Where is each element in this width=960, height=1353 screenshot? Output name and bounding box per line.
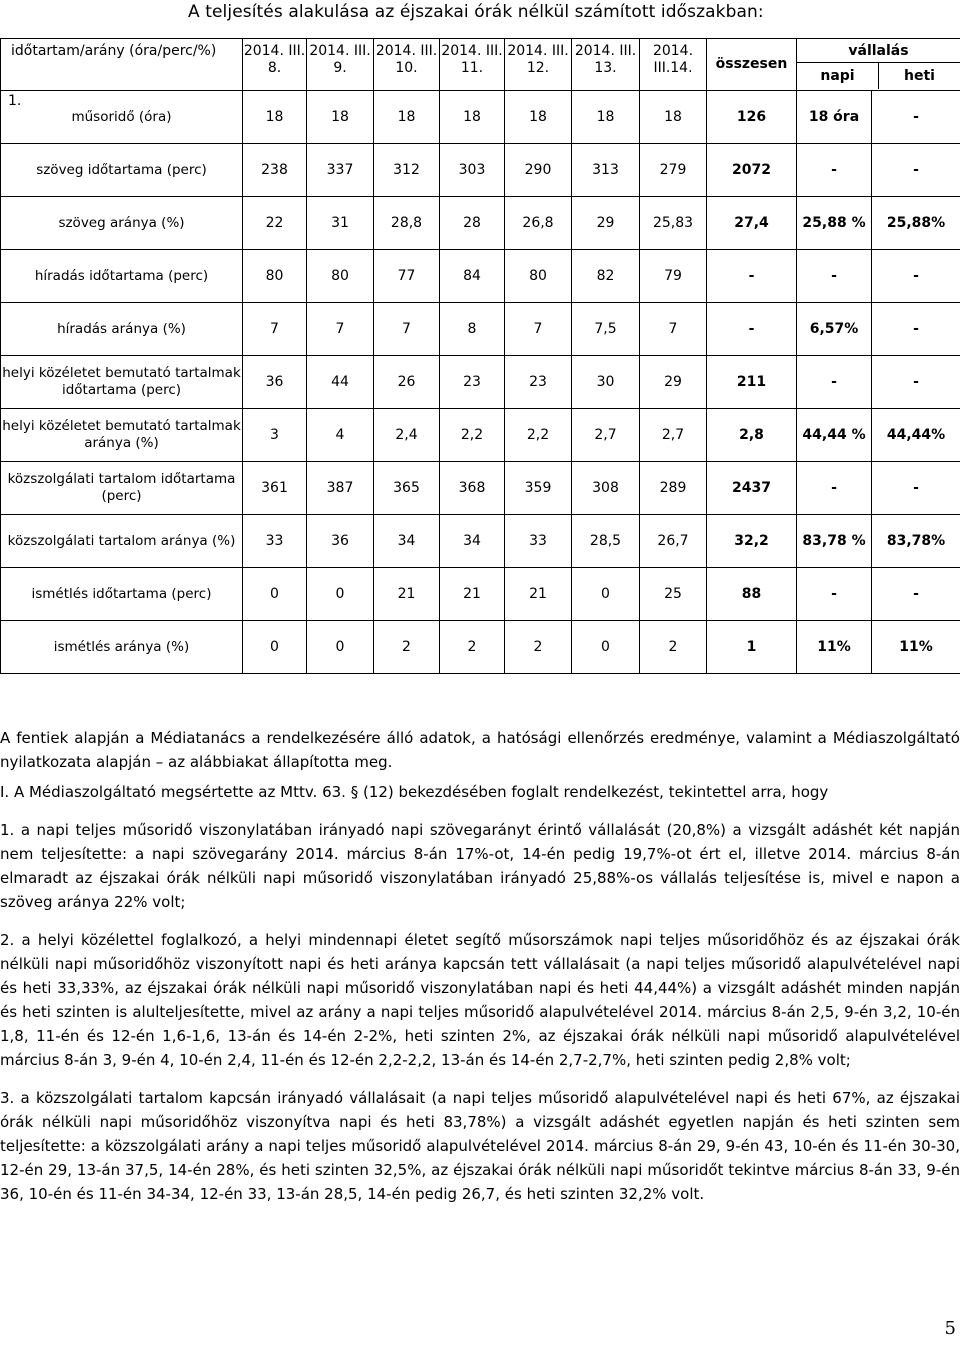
- commitment-label: vállalás: [797, 40, 960, 63]
- value-cell: 28,5: [572, 515, 640, 568]
- results-table: [0, 38, 960, 674]
- value-cell: 3: [243, 409, 307, 462]
- daily-cell: -: [797, 568, 872, 621]
- row-label: ismétlés időtartama (perc): [1, 568, 243, 621]
- paragraph: A fentiek alapján a Médiatanács a rendelkezésére álló adatok, a hatósági ellenőrzés eredménye, valamint a Médiaszolgáltató nyilatkozata alapján – az alábbiakat állapította meg.: [0, 729, 960, 771]
- value-cell: 18: [572, 91, 640, 144]
- value-cell: 2: [374, 621, 440, 674]
- daily-cell: -: [797, 250, 872, 303]
- total-cell: 2072: [707, 144, 797, 197]
- value-cell: 7,5: [572, 303, 640, 356]
- value-cell: 7: [243, 303, 307, 356]
- value-cell: 29: [572, 197, 640, 250]
- value-cell: 7: [640, 303, 707, 356]
- value-cell: 7: [307, 303, 374, 356]
- value-cell: 368: [440, 462, 505, 515]
- table-row: [1, 144, 960, 197]
- total-cell: -: [707, 303, 797, 356]
- total-cell: 211: [707, 356, 797, 409]
- value-cell: 2,2: [505, 409, 572, 462]
- row-label: híradás időtartama (perc): [1, 250, 243, 303]
- table-row: [1, 303, 960, 356]
- row-label: közszolgálati tartalom aránya (%): [1, 515, 243, 568]
- weekly-cell: 11%: [872, 621, 960, 674]
- value-cell: 2,2: [440, 409, 505, 462]
- table-row: [1, 462, 960, 515]
- weekly-label: heti: [904, 67, 935, 84]
- value-cell: 290: [505, 144, 572, 197]
- date-header: 2014. III. 8.: [243, 39, 307, 91]
- daily-cell: -: [797, 356, 872, 409]
- commitment-header: [797, 39, 960, 91]
- row-label: szöveg aránya (%): [1, 197, 243, 250]
- value-cell: 80: [307, 250, 374, 303]
- value-cell: 8: [440, 303, 505, 356]
- value-cell: 28: [440, 197, 505, 250]
- value-cell: 80: [505, 250, 572, 303]
- daily-cell: -: [797, 462, 872, 515]
- value-cell: 36: [243, 356, 307, 409]
- value-cell: 18: [374, 91, 440, 144]
- date-header: 2014. III. 13.: [572, 39, 640, 91]
- row-label: ismétlés aránya (%): [1, 621, 243, 674]
- value-cell: 2,7: [572, 409, 640, 462]
- paragraph: I. A Médiaszolgáltató megsértette az Mttv. 63. § (12) bekezdésében foglalt rendelkezést, tekintettel arra, hogy: [0, 783, 829, 801]
- value-cell: 0: [572, 568, 640, 621]
- date-header: 2014. III.14.: [640, 39, 707, 91]
- value-cell: 18: [307, 91, 374, 144]
- body-text: [0, 726, 960, 1212]
- row-label: szöveg időtartama (perc): [1, 144, 243, 197]
- value-cell: 80: [243, 250, 307, 303]
- table-header-row: [1, 39, 960, 91]
- weekly-cell: 44,44%: [872, 409, 960, 462]
- weekly-cell: -: [872, 356, 960, 409]
- value-cell: 18: [440, 91, 505, 144]
- value-cell: 313: [572, 144, 640, 197]
- total-cell: 2437: [707, 462, 797, 515]
- value-cell: 359: [505, 462, 572, 515]
- daily-cell: 83,78 %: [797, 515, 872, 568]
- total-cell: 88: [707, 568, 797, 621]
- value-cell: 0: [572, 621, 640, 674]
- paragraph: 1. a napi teljes műsoridő viszonylatában irányadó napi szövegarányt érintő vállalását (20,8%) a vizsgált adáshét két napján nem teljesítette: a napi szövegarány 2014. március 8-án 17%-ot, 14-én pedig 19,7%-ot ért el, illetve 2014. március 8-án elmaradt az éjszakai órák nélküli napi műsoridő viszonylatában irányadó 25,88%-os vállalás teljesítése is, mivel e napon a szöveg aránya 22% volt;: [0, 821, 960, 911]
- value-cell: 77: [374, 250, 440, 303]
- value-cell: 303: [440, 144, 505, 197]
- value-cell: 289: [640, 462, 707, 515]
- weekly-cell: -: [872, 462, 960, 515]
- value-cell: 34: [374, 515, 440, 568]
- value-cell: 30: [572, 356, 640, 409]
- table-row: [1, 197, 960, 250]
- value-cell: 387: [307, 462, 374, 515]
- value-cell: 2: [640, 621, 707, 674]
- value-cell: 25,83: [640, 197, 707, 250]
- daily-cell: 6,57%: [797, 303, 872, 356]
- weekly-cell: -: [872, 303, 960, 356]
- value-cell: 4: [307, 409, 374, 462]
- section-title: A teljesítés alakulása az éjszakai órák nélkül számított időszakban:: [188, 2, 764, 22]
- value-cell: 2,7: [640, 409, 707, 462]
- row-label: közszolgálati tartalom időtartama (perc): [1, 462, 243, 515]
- weekly-cell: -: [872, 91, 960, 144]
- table-row: [1, 515, 960, 568]
- daily-label: napi: [797, 63, 879, 90]
- table-row: [1, 250, 960, 303]
- value-cell: 337: [307, 144, 374, 197]
- row-label: helyi közéletet bemutató tartalmak időtartama (perc): [1, 356, 243, 409]
- value-cell: 279: [640, 144, 707, 197]
- daily-cell: -: [797, 144, 872, 197]
- value-cell: 21: [440, 568, 505, 621]
- total-cell: 1: [707, 621, 797, 674]
- header-first-cell: [1, 39, 243, 91]
- value-cell: 0: [307, 621, 374, 674]
- value-cell: 7: [505, 303, 572, 356]
- date-header: 2014. III. 10.: [374, 39, 440, 91]
- value-cell: 33: [505, 515, 572, 568]
- date-header: 2014. III. 9.: [307, 39, 374, 91]
- table-row: [1, 356, 960, 409]
- value-cell: 23: [440, 356, 505, 409]
- weekly-cell: 25,88%: [872, 197, 960, 250]
- value-cell: 18: [505, 91, 572, 144]
- row-label: műsoridő (óra): [1, 91, 243, 144]
- total-cell: 27,4: [707, 197, 797, 250]
- value-cell: 21: [505, 568, 572, 621]
- weekly-cell: -: [872, 250, 960, 303]
- value-cell: 0: [243, 568, 307, 621]
- date-header: 2014. III. 11.: [440, 39, 505, 91]
- total-cell: 2,8: [707, 409, 797, 462]
- table-row: [1, 621, 960, 674]
- value-cell: 361: [243, 462, 307, 515]
- table-row: [1, 409, 960, 462]
- row-label: híradás aránya (%): [1, 303, 243, 356]
- value-cell: 31: [307, 197, 374, 250]
- value-cell: 26: [374, 356, 440, 409]
- row-number: 1.: [8, 93, 22, 109]
- value-cell: 308: [572, 462, 640, 515]
- table-row: [1, 91, 960, 144]
- value-cell: 22: [243, 197, 307, 250]
- page-number: 5: [944, 1318, 956, 1339]
- value-cell: 36: [307, 515, 374, 568]
- value-cell: 84: [440, 250, 505, 303]
- value-cell: 26,8: [505, 197, 572, 250]
- value-cell: 238: [243, 144, 307, 197]
- value-cell: 44: [307, 356, 374, 409]
- daily-cell: 44,44 %: [797, 409, 872, 462]
- paragraph: 3. a közszolgálati tartalom kapcsán irányadó vállalásait (a napi teljes műsoridő alapulvételével napi és heti 67%, az éjszakai órák nélküli napi műsoridőhöz viszonyítva napi és heti 83,78%) a vizsgált adáshét egyetlen napján és heti szinten sem teljesítette: a közszolgálati arány a napi teljes műsoridő alapulvételével 2014. március 8-án 29, 9-én 43, 10-én és 11-én 30-30, 12-én 29, 13-án 37,5, 14-én 28%, és heti szinten 32,5%, az éjszakai órák nélküli napi műsoridőt tekintve március 8-án 33, 9-én 36, 10-én és 11-én 34-34, 12-én 33, 13-án 28,5, 14-én pedig 26,7, és heti szinten 32,2% volt.: [0, 1089, 960, 1203]
- value-cell: 29: [640, 356, 707, 409]
- value-cell: 7: [374, 303, 440, 356]
- value-cell: 79: [640, 250, 707, 303]
- value-cell: 18: [640, 91, 707, 144]
- row-label: helyi közéletet bemutató tartalmak aránya (%): [1, 409, 243, 462]
- value-cell: 2,4: [374, 409, 440, 462]
- value-cell: 2: [440, 621, 505, 674]
- total-cell: -: [707, 250, 797, 303]
- value-cell: 0: [243, 621, 307, 674]
- total-header: összesen: [707, 39, 797, 91]
- weekly-cell: -: [872, 568, 960, 621]
- daily-cell: 25,88 %: [797, 197, 872, 250]
- daily-cell: 11%: [797, 621, 872, 674]
- value-cell: 312: [374, 144, 440, 197]
- value-cell: 365: [374, 462, 440, 515]
- date-header: 2014. III. 12.: [505, 39, 572, 91]
- value-cell: 2: [505, 621, 572, 674]
- daily-cell: 18 óra: [797, 91, 872, 144]
- value-cell: 33: [243, 515, 307, 568]
- value-cell: 21: [374, 568, 440, 621]
- value-cell: 34: [440, 515, 505, 568]
- header-label: időtartam/arány (óra/perc/%): [11, 43, 217, 59]
- paragraph: 2. a helyi közélettel foglalkozó, a helyi mindennapi életet segítő műsorszámok napi teljes műsoridőhöz és az éjszakai órák nélküli napi műsoridőhöz viszonyított napi és heti aránya kapcsán tett vállalásait (a napi teljes műsoridő alapulvételével napi és heti 33,33%, az éjszakai órák nélküli napi műsoridő viszonylatában napi és heti 44,44%) a vizsgált adáshét minden napján és heti szinten is alulteljesítette, mivel az arány a napi teljes műsoridő alapulvételével 2014. március 8-án 2,5, 9-én 3,2, 10-én 1,8, 11-én és 12-én 1,6-1,6, 13-án és 14-én 2-2%, heti szinten 2%, az éjszakai órák nélküli napi műsoridő alapulvételével március 8-án 3, 9-én 4, 10-én 2,4, 11-én és 12-én 2,2-2,2, 13-án és 14-én 2,7-2,7%, heti szinten pedig 2,8% volt;: [0, 931, 960, 1069]
- weekly-cell: 83,78%: [872, 515, 960, 568]
- value-cell: 23: [505, 356, 572, 409]
- total-cell: 32,2: [707, 515, 797, 568]
- value-cell: 25: [640, 568, 707, 621]
- value-cell: 26,7: [640, 515, 707, 568]
- value-cell: 82: [572, 250, 640, 303]
- weekly-cell: -: [872, 144, 960, 197]
- value-cell: 18: [243, 91, 307, 144]
- total-cell: 126: [707, 91, 797, 144]
- value-cell: 0: [307, 568, 374, 621]
- value-cell: 28,8: [374, 197, 440, 250]
- table-row: [1, 568, 960, 621]
